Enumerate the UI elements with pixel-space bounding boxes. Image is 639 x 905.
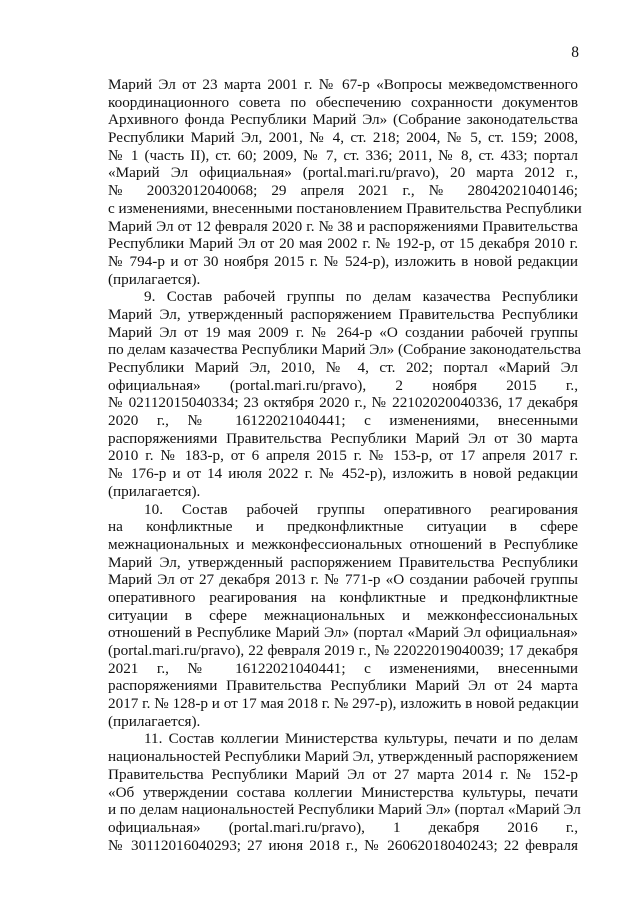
text-line: ситуации в сфере межнациональных и межконфессиональных (108, 606, 578, 624)
text-line: «Об утверждении состава коллегии Министерства культуры, печати (108, 783, 578, 801)
text-line: № 02112015040334; 23 октября 2020 г., № 22102020040336, 17 декабря (108, 394, 578, 412)
text-line: Марий Эл от 12 февраля 2020 г. № 38 и распоряжениями Правительства (108, 217, 578, 235)
text-line: отношений в Республике Марий Эл» (портал «Марий Эл официальная» (108, 624, 578, 642)
text-line: 2017 г. № 128-р и от 17 мая 2018 г. № 297-р), изложить в новой редакции (108, 695, 579, 713)
text-line: и по делам национальностей Республики Марий Эл» (портал «Марий Эл (108, 801, 581, 819)
text-line: 2020 г., № 16122021040441; с изменениями, внесенными (108, 412, 578, 430)
text-line: № 794-р и от 30 ноября 2015 г. № 524-р), изложить в новой редакции (108, 252, 578, 270)
text-line: Марий Эл от 23 марта 2001 г. № 67-р «Вопросы межведомственного (108, 76, 578, 93)
text-line: (прилагается). (108, 712, 201, 730)
text-line: «Марий Эл официальная» (portal.mari.ru/pravo), 20 марта 2012 г., (108, 164, 578, 182)
text-line: координационного совета по обеспечению сохранности документов (108, 93, 578, 111)
text-line: 10. Состав рабочей группы оперативного реагирования (144, 500, 578, 518)
text-line: межнациональных и межконфессиональных отношений в Республике (108, 535, 578, 553)
text-line: № 1 (часть II), ст. 60; 2009, № 7, ст. 336; 2011, № 8, ст. 433; портал (108, 146, 578, 164)
text-line: по делам казачества Республики Марий Эл» (Собрание законодательства (108, 341, 581, 359)
text-line: Республики Марий Эл, 2010, № 4, ст. 202; портал «Марий Эл (108, 359, 578, 376)
text-line: Марий Эл, утвержденный распоряжением Правительства Республики (108, 305, 578, 323)
text-line: Марий Эл от 27 декабря 2013 г. № 771-р «О создании рабочей группы (108, 571, 578, 589)
text-line: официальная» (portal.mari.ru/pravo), 2 ноября 2015 г., (108, 376, 578, 394)
text-line: Республики Марий Эл от 20 мая 2002 г. № 192-р, от 15 декабря 2010 г. (108, 235, 578, 253)
text-line: № 20032012040068; 29 апреля 2021 г., № 28042021040146; (108, 182, 578, 200)
text-line: оперативного реагирования на конфликтные и предконфликтные (108, 588, 578, 606)
text-line: № 176-р и от 14 июля 2022 г. № 452-р), изложить в новой редакции (108, 465, 578, 483)
text-line: Архивного фонда Республики Марий Эл» (Собрание законодательства (108, 111, 578, 129)
text-line: на конфликтные и предконфликтные ситуации в сфере (108, 518, 578, 536)
text-line: Республики Марий Эл, 2001, № 4, ст. 218; 2004, № 5, ст. 159; 2008, (108, 129, 578, 147)
text-line: распоряжениями Правительства Республики Марий Эл от 30 марта (108, 429, 578, 447)
text-line: (прилагается). (108, 482, 201, 500)
text-line: Марий Эл от 19 мая 2009 г. № 264-р «О создании рабочей группы (108, 323, 578, 341)
text-line: Марий Эл, утвержденный распоряжением Правительства Республики (108, 553, 578, 571)
text-line: 2010 г. № 183-р, от 6 апреля 2015 г. № 153-р, от 17 апреля 2017 г. (108, 447, 578, 465)
text-line: 2021 г., № 16122021040441; с изменениями, внесенными (108, 659, 578, 677)
page-number: 8 (571, 44, 579, 61)
text-line: 11. Состав коллегии Министерства культуры, печати и по делам (144, 730, 578, 748)
document-body (108, 76, 582, 854)
text-line: 9. Состав рабочей группы по делам казачества Республики (144, 288, 578, 306)
text-line: национальностей Республики Марий Эл, утвержденный распоряжением (108, 748, 578, 766)
text-line: (portal.mari.ru/pravo), 22 февраля 2019 г., № 22022019040039; 17 декабря (108, 642, 578, 659)
text-line: официальная» (portal.mari.ru/pravo), 1 декабря 2016 г., (108, 818, 578, 836)
text-line: с изменениями, внесенными постановлением Правительства Республики (108, 199, 582, 217)
text-line: Правительства Республики Марий Эл от 27 марта 2014 г. № 152-р (108, 765, 578, 783)
text-line: (прилагается). (108, 270, 201, 288)
text-line: распоряжениями Правительства Республики Марий Эл от 24 марта (108, 677, 578, 695)
text-line: № 30112016040293; 27 июня 2018 г., № 26062018040243; 22 февраля (108, 836, 578, 854)
